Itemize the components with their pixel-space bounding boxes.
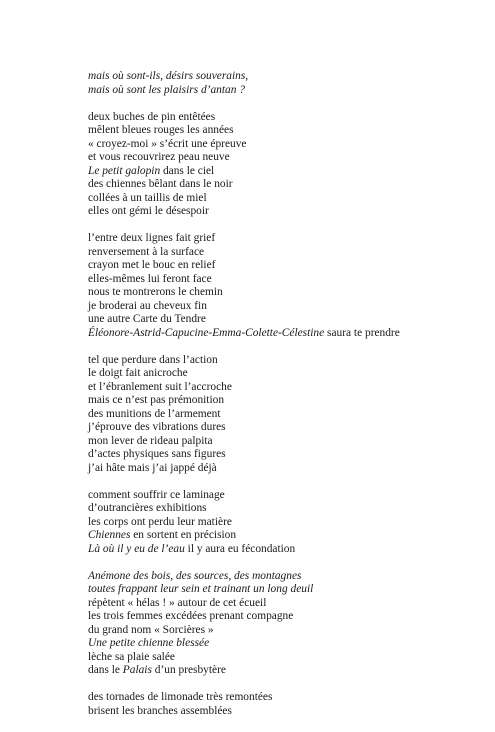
poem-line-text: dans le ciel: [160, 164, 215, 177]
poem-line: des chiennes bêlant dans le noir: [88, 178, 233, 190]
poem-line: les corps ont perdu leur matière: [88, 515, 232, 528]
poem-line-text: d’un presbytère: [151, 664, 226, 676]
poem-line: deux buches de pin entêtées: [88, 110, 216, 123]
poem-line: et l’ébranlement suit l’accroche: [88, 380, 232, 393]
poem-line: Une petite chienne blessée: [88, 637, 210, 649]
stanza-6: [88, 570, 468, 678]
poem-line: comment souffrir ce laminage: [88, 488, 225, 501]
poem-line: du grand nom « Sorcières »: [88, 623, 214, 636]
poem-line: [88, 529, 468, 543]
poem-line: d’actes physiques sans figures: [88, 448, 226, 460]
poem-line: j’ai hâte mais j’ai jappé déjà: [88, 461, 217, 474]
poem-line-text: en sortent en précision: [130, 529, 237, 541]
poem-line: [88, 327, 468, 341]
stanza-1: [88, 70, 468, 97]
stanza-4: [88, 354, 468, 476]
poem-line: tel que perdure dans l’action: [88, 353, 218, 366]
poem-line-italic: Chiennes: [88, 529, 131, 541]
poem-line: lèche sa plaie salée: [88, 650, 175, 663]
poem-line: une autre Carte du Tendre: [88, 313, 206, 325]
poem-line: toutes frappant leur sein et trainant un long deuil: [88, 583, 314, 595]
poem-line: crayon met le bouc en relief: [88, 259, 216, 271]
poem-line: [88, 543, 468, 557]
poem-line: mais où sont les plaisirs d’antan ?: [88, 83, 245, 96]
poem-line: elles ont gémi le désespoir: [88, 205, 209, 217]
poem-line: l’entre deux lignes fait grief: [88, 232, 216, 244]
poem-line-italic: Là où il y eu de l’eau: [88, 542, 185, 555]
stanza-5: [88, 489, 468, 557]
poem-line: des munitions de l’armement: [88, 407, 221, 420]
poem-line: brisent les branches assemblées: [88, 704, 232, 717]
poem-line: « croyez-moi » s’écrit une épreuve: [88, 137, 247, 150]
stanza-7: [88, 691, 468, 718]
poem-line: mais où sont-ils, désirs souverains,: [88, 70, 249, 82]
poem-line: je broderai au cheveux fin: [88, 299, 207, 312]
stanza-3: [88, 232, 468, 340]
poem-line: mais ce n’est pas prémonition: [88, 394, 225, 406]
poem-line: nous te montrerons le chemin: [88, 286, 223, 298]
poem-line: elles-mêmes lui feront face: [88, 272, 212, 285]
poem-line-text: saura te prendre: [324, 326, 400, 339]
poem-line: j’éprouve des vibrations dures: [88, 421, 226, 433]
poem-line: [88, 664, 468, 678]
poem-line: le doigt fait anicroche: [88, 367, 188, 379]
poem-line: collées à un taillis de miel: [88, 191, 207, 204]
poem-line: et vous recouvrirez peau neuve: [88, 151, 230, 163]
poem-line-text: dans le: [88, 664, 123, 676]
poem-line: mon lever de rideau palpita: [88, 434, 213, 447]
poem-line: répètent « hélas ! » autour de cet écueil: [88, 596, 267, 609]
poem-line-text: il y aura eu fécondation: [184, 542, 296, 555]
poem-line-italic: Palais: [122, 664, 152, 676]
poem-line: des tornades de limonade très remontées: [88, 691, 273, 703]
poem-line: renversement à la surface: [88, 245, 205, 258]
poem-line: Anémone des bois, des sources, des montagnes: [88, 569, 302, 582]
poem-line: les trois femmes excédées prenant compagne: [88, 610, 294, 622]
poem-line: d’outrancières exhibitions: [88, 502, 207, 514]
poem-line-italic: Le petit galopin: [88, 164, 161, 177]
poem-page: [88, 70, 468, 732]
stanza-2: [88, 111, 468, 219]
poem-line: mêlent bleues rouges les années: [88, 124, 234, 136]
poem-line-italic: Éléonore-Astrid-Capucine-Emma-Colette-Célestine: [88, 326, 325, 339]
poem-line: [88, 165, 468, 179]
